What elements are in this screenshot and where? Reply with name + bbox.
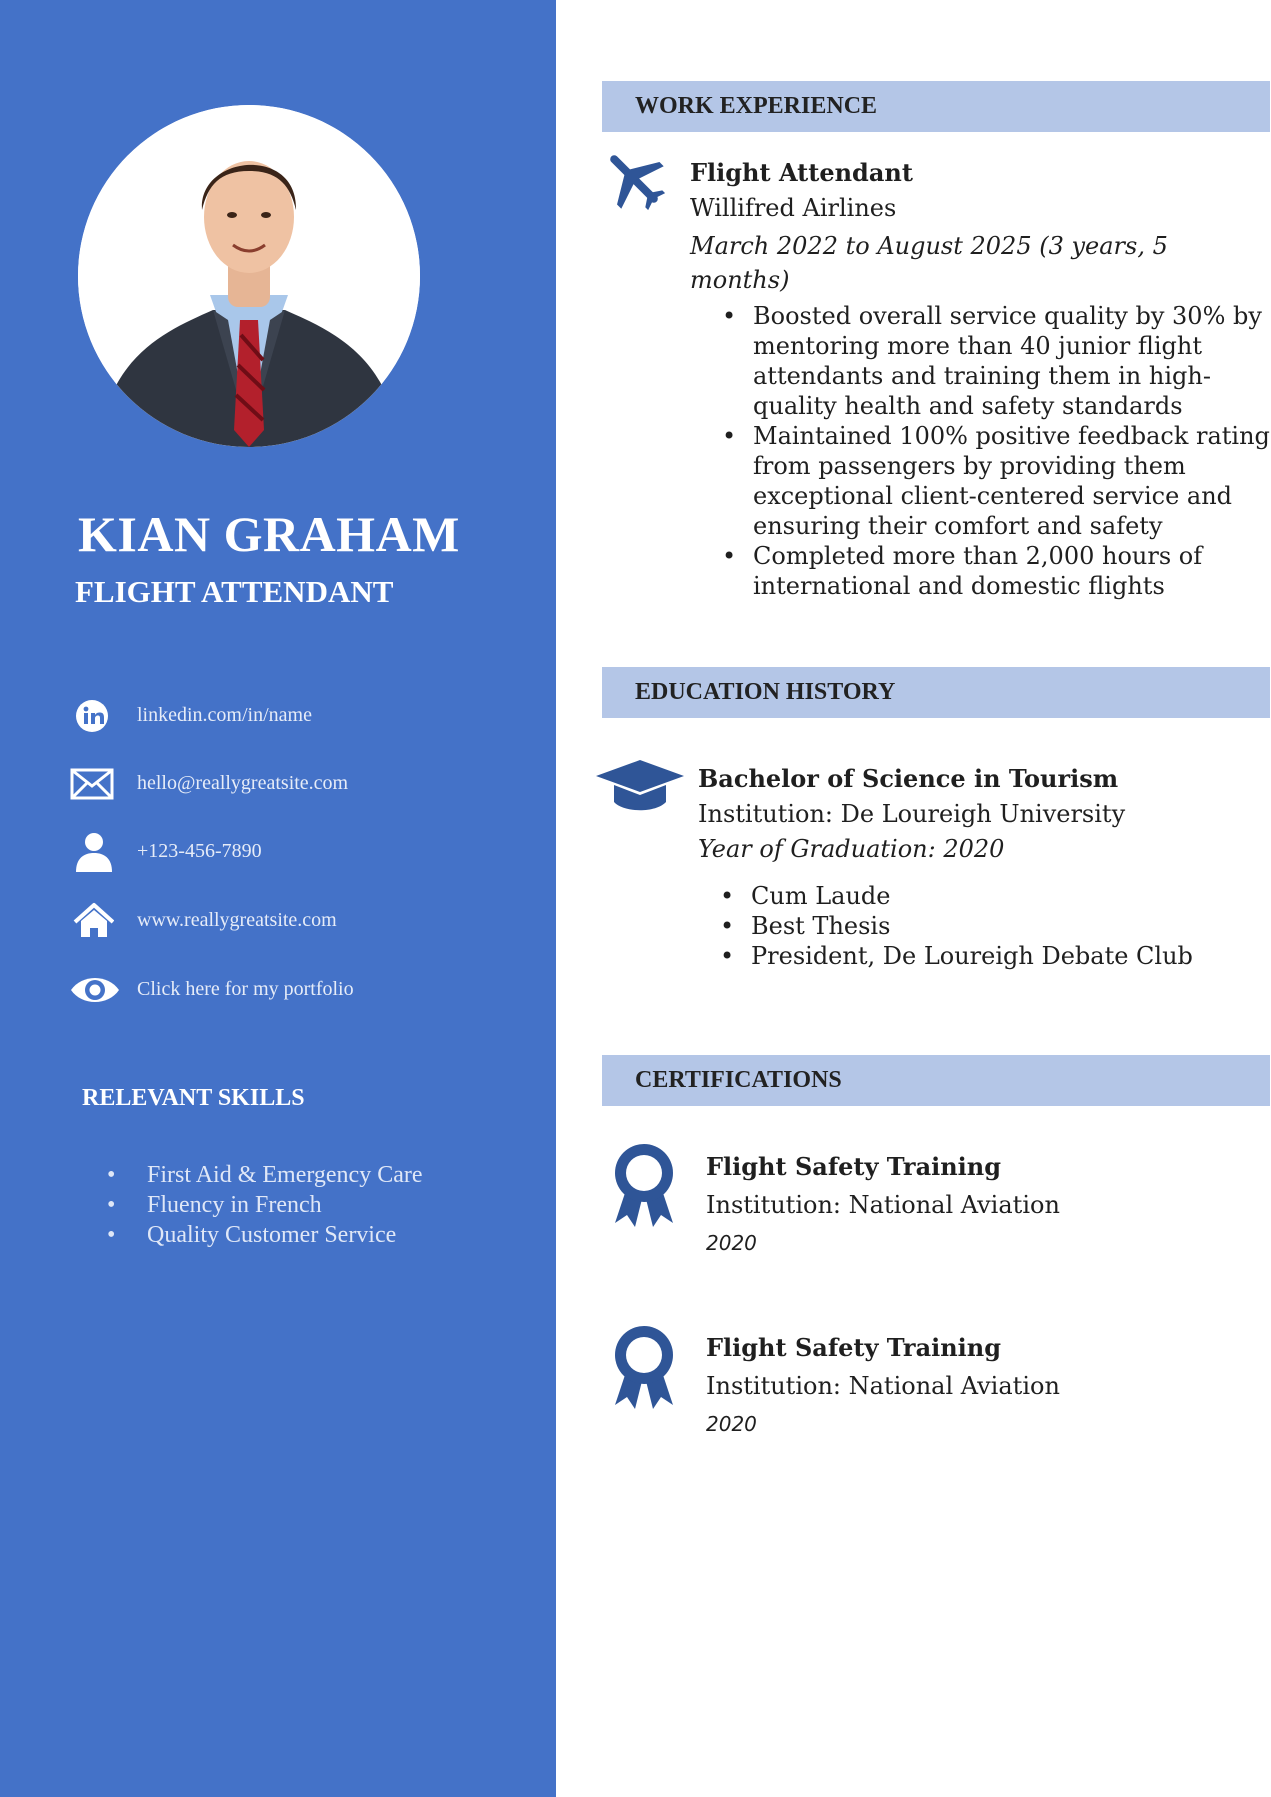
achievement-line: ensuring their comfort and safety	[753, 512, 1163, 540]
education-entry	[698, 764, 1125, 863]
candidate-title: FLIGHT ATTENDANT	[75, 574, 394, 609]
contact-phone[interactable]	[70, 832, 530, 872]
skill-item: • First Aid & Emergency Care	[100, 1160, 423, 1190]
contact-linkedin[interactable]	[70, 696, 530, 736]
job-title: Flight Attendant	[690, 158, 913, 187]
award-ribbon-icon	[609, 1325, 679, 1415]
certification-institution: Institution: National Aviation	[706, 1191, 1060, 1219]
contact-portfolio[interactable]	[70, 970, 530, 1010]
envelope-icon	[70, 764, 114, 804]
graduation-year: Year of Graduation: 2020	[698, 835, 1005, 863]
linkedin-icon	[70, 696, 114, 736]
certification-entry	[706, 1333, 1060, 1436]
candidate-name: KIAN GRAHAM	[78, 506, 460, 562]
achievement-item	[715, 541, 1270, 601]
certification-year: 2020	[706, 1231, 757, 1255]
contact-phone-text[interactable]: +123-456-7890	[137, 840, 262, 862]
achievement-line: attendants and training them in high-	[753, 362, 1211, 390]
skill-item: • Fluency in French	[100, 1190, 423, 1220]
award-ribbon-icon	[609, 1143, 679, 1233]
institution-name: Institution: De Loureigh University	[698, 800, 1126, 828]
contact-email[interactable]	[70, 764, 530, 804]
certification-institution: Institution: National Aviation	[706, 1372, 1060, 1400]
employment-dates	[690, 229, 1168, 297]
contact-website-text[interactable]: www.reallygreatsite.com	[137, 909, 337, 931]
honor-item: • Best Thesis	[713, 911, 1193, 941]
contact-linkedin-text[interactable]: linkedin.com/in/name	[137, 704, 312, 726]
work-entry	[690, 158, 1168, 297]
skills-list	[100, 1160, 423, 1250]
certification-year: 2020	[706, 1412, 757, 1436]
employment-dates-line: months)	[690, 266, 790, 294]
achievement-line: exceptional client-centered service and	[753, 482, 1233, 510]
company-name: Willifred Airlines	[690, 194, 897, 222]
certification-entry	[706, 1152, 1060, 1255]
achievement-item	[715, 301, 1270, 421]
contact-email-text[interactable]: hello@reallygreatsite.com	[137, 772, 349, 794]
profile-photo-illustration	[78, 105, 420, 447]
skill-item: • Quality Customer Service	[100, 1220, 423, 1250]
honor-item: • President, De Loureigh Debate Club	[713, 941, 1193, 971]
achievement-line: • Maintained 100% positive feedback rating	[753, 422, 1270, 450]
degree-title: Bachelor of Science in Tourism	[698, 764, 1119, 793]
employment-dates-line: March 2022 to August 2025 (3 years, 5	[690, 232, 1168, 260]
profile-photo	[78, 105, 420, 447]
contact-portfolio-link[interactable]: Click here for my portfolio	[137, 978, 354, 1000]
education-honors-list	[713, 881, 1193, 971]
achievement-line: international and domestic flights	[753, 572, 1165, 600]
certifications-heading: CERTIFICATIONS	[635, 1067, 842, 1093]
certification-name: Flight Safety Training	[706, 1152, 1002, 1181]
work-achievements-list	[715, 301, 1270, 601]
achievement-line: • Boosted overall service quality by 30% by	[753, 302, 1262, 330]
achievement-line: • Completed more than 2,000 hours of	[753, 542, 1203, 570]
education-history-heading: EDUCATION HISTORY	[635, 679, 896, 705]
achievement-line: from passengers by providing them	[753, 452, 1186, 480]
honor-item: • Cum Laude	[713, 881, 1193, 911]
contact-website[interactable]	[70, 901, 530, 941]
sidebar	[0, 0, 556, 1797]
certification-name: Flight Safety Training	[706, 1333, 1002, 1362]
achievement-line: mentoring more than 40 junior flight	[753, 332, 1203, 360]
certifications-header	[602, 1055, 1270, 1106]
home-icon	[70, 901, 114, 941]
airplane-icon	[600, 145, 668, 217]
eye-icon	[70, 970, 114, 1010]
skills-heading: RELEVANT SKILLS	[82, 1085, 305, 1111]
graduation-cap-icon	[594, 758, 686, 818]
education-history-header	[602, 667, 1270, 718]
achievement-item	[715, 421, 1270, 541]
work-experience-heading: WORK EXPERIENCE	[635, 93, 878, 119]
work-experience-header	[602, 81, 1270, 132]
person-icon	[70, 832, 114, 872]
achievement-line: quality health and safety standards	[753, 392, 1183, 420]
